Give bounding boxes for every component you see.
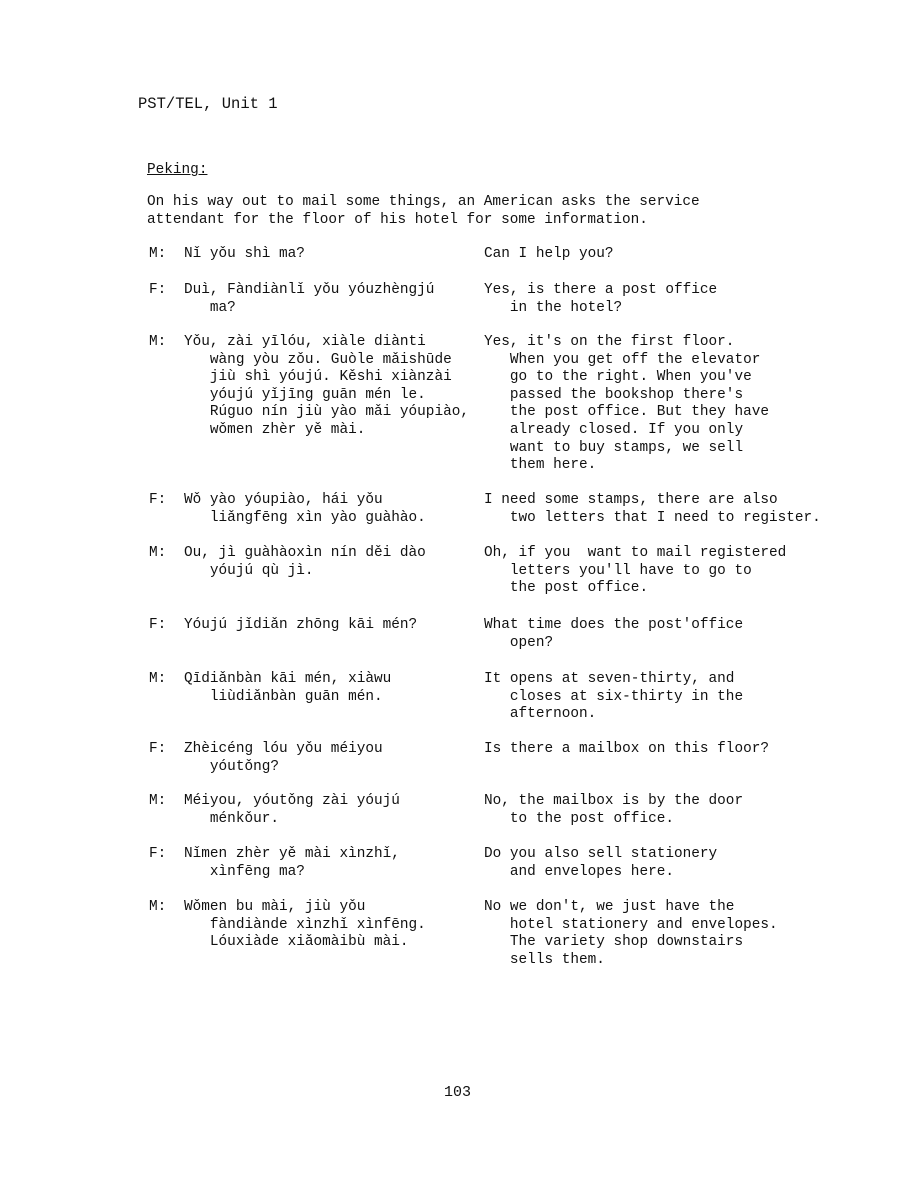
chinese-text [184, 282, 484, 317]
chinese-text [184, 617, 484, 635]
chinese-text [184, 899, 484, 952]
english-translation [484, 282, 844, 317]
english-line: closes at six-thirty in the [484, 688, 744, 705]
chinese-line: ménkǒur. [184, 810, 279, 827]
speaker-label: F: [149, 741, 167, 757]
chinese-text [184, 793, 484, 828]
english-line: No, the mailbox is by the door [484, 793, 744, 809]
english-line: sells them. [484, 951, 605, 968]
english-translation [484, 334, 844, 475]
english-line: passed the bookshop there's [484, 386, 744, 403]
speaker-label: M: [149, 545, 167, 561]
english-line: and envelopes here. [484, 863, 674, 880]
chinese-line: liùdiǎnbàn guān mén. [184, 688, 383, 705]
chinese-line: Duì, Fàndiànlǐ yǒu yóuzhèngjú [184, 282, 435, 298]
chinese-line: jiù shì yóujú. Kěshi xiànzài [184, 369, 452, 386]
english-line: The variety shop downstairs [484, 934, 744, 951]
english-translation [484, 545, 844, 598]
chinese-line: Yóujú jǐdiǎn zhōng kāi mén? [184, 617, 418, 633]
english-line: open? [484, 634, 554, 651]
english-line: two letters that I need to register. [484, 509, 821, 526]
english-line: Yes, is there a post office [484, 282, 718, 298]
speaker-label: M: [149, 334, 167, 350]
speaker-label: F: [149, 492, 167, 508]
english-translation [484, 793, 844, 828]
chinese-text [184, 846, 484, 881]
chinese-line: Zhèicéng lóu yǒu méiyou [184, 741, 383, 757]
intro-line: On his way out to mail some things, an American asks the service [147, 194, 700, 210]
chinese-line: wǒmen zhèr yě mài. [184, 421, 366, 438]
chinese-line: Méiyou, yóutǒng zài yóujú [184, 793, 400, 809]
english-line: to the post office. [484, 810, 674, 827]
english-line: want to buy stamps, we sell [484, 439, 744, 456]
chinese-text [184, 741, 484, 776]
chinese-line: Wǒmen bu mài, jiù yǒu [184, 899, 366, 915]
english-line: the post office. But they have [484, 404, 769, 421]
english-translation [484, 899, 844, 969]
chinese-text [184, 492, 484, 527]
english-translation [484, 617, 844, 652]
speaker-label: M: [149, 899, 167, 915]
english-line: go to the right. When you've [484, 369, 752, 386]
chinese-line: yóutǒng? [184, 758, 279, 775]
chinese-line: Rúguo nín jiù yào mǎi yóupiào, [184, 404, 469, 421]
chinese-line: ma? [184, 299, 236, 316]
chinese-line: wàng yòu zǒu. Guòle mǎishūde [184, 351, 452, 368]
chinese-line: Ou, jì guàhàoxìn nín děi dào [184, 545, 426, 561]
speaker-label: M: [149, 793, 167, 809]
chinese-line: Yǒu, zài yīlóu, xiàle diànti [184, 334, 426, 350]
english-line: Do you also sell stationery [484, 846, 718, 862]
speaker-label: M: [149, 246, 167, 262]
chinese-text [184, 671, 484, 706]
english-translation [484, 671, 844, 724]
english-line: When you get off the elevator [484, 351, 761, 368]
english-line: I need some stamps, there are also [484, 492, 778, 508]
english-translation [484, 846, 844, 881]
english-translation [484, 246, 844, 264]
english-line: letters you'll have to go to [484, 562, 752, 579]
chinese-text [184, 545, 484, 580]
chinese-line: Lóuxiàde xiǎomàibù mài. [184, 934, 409, 951]
english-line: Can I help you? [484, 246, 614, 262]
speaker-label: F: [149, 846, 167, 862]
english-line: already closed. If you only [484, 421, 744, 438]
english-line: them here. [484, 457, 597, 474]
intro-paragraph [147, 194, 847, 229]
setting-label: Peking: [147, 162, 208, 178]
english-line: the post office. [484, 580, 649, 597]
speaker-label: F: [149, 282, 167, 298]
english-line: What time does the post'office [484, 617, 744, 633]
chinese-line: Qīdiǎnbàn kāi mén, xiàwu [184, 671, 392, 687]
speaker-label: F: [149, 617, 167, 633]
english-line: It opens at seven-thirty, and [484, 671, 735, 687]
english-line: No we don't, we just have the [484, 899, 735, 915]
chinese-line: Wǒ yào yóupiào, hái yǒu [184, 492, 383, 508]
chinese-line: xìnfēng ma? [184, 863, 305, 880]
page-number: 103 [444, 1084, 472, 1101]
chinese-text [184, 334, 484, 440]
intro-line: attendant for the floor of his hotel for some information. [147, 211, 648, 228]
chinese-line: Nǐ yǒu shì ma? [184, 246, 305, 262]
chinese-text [184, 246, 484, 264]
chinese-line: yóujú qù jì. [184, 562, 314, 579]
english-line: Is there a mailbox on this floor? [484, 741, 769, 757]
unit-header: PST/TEL, Unit 1 [138, 95, 278, 113]
chinese-line: liǎngfēng xìn yào guàhào. [184, 509, 426, 526]
english-translation [484, 741, 844, 759]
english-line: hotel stationery and envelopes. [484, 916, 778, 933]
english-line: Yes, it's on the first floor. [484, 334, 735, 350]
english-line: in the hotel? [484, 299, 623, 316]
chinese-line: Nǐmen zhèr yě mài xìnzhǐ, [184, 846, 400, 862]
english-line: Oh, if you want to mail registered [484, 545, 787, 561]
chinese-line: fàndiànde xìnzhǐ xìnfēng. [184, 916, 426, 933]
speaker-label: M: [149, 671, 167, 687]
chinese-line: yóujú yǐjīng guān mén le. [184, 386, 426, 403]
english-translation [484, 492, 844, 527]
english-line: afternoon. [484, 706, 597, 723]
